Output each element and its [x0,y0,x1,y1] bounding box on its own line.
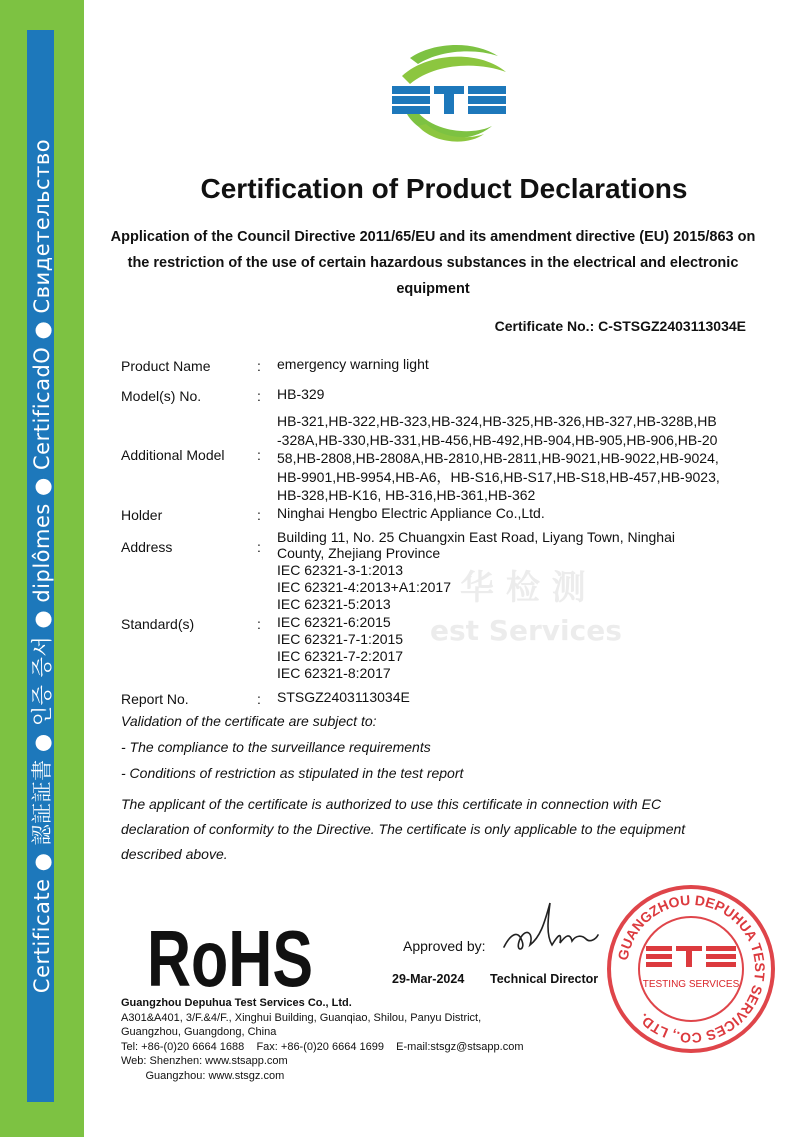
company-seal-stamp [606,884,776,1054]
approved-by-label: Approved by: [403,938,486,954]
signature-image [500,895,600,965]
company-web-2: Guangzhou: www.stsgz.com [121,1069,285,1082]
rohs-mark [145,918,315,992]
validation-line-1: Validation of the certificate are subject to: [121,713,377,729]
company-name: Guangzhou Depuhua Test Services Co., Ltd. [121,997,352,1009]
field-value: Ninghai Hengbo Electric Appliance Co.,Ltd. [277,505,545,521]
company-info [121,996,524,1083]
stamp-center-text: TESTING SERVICES [642,979,740,990]
field-separator: : [257,616,261,632]
field-label: Additional Model [121,447,225,463]
field-separator: : [257,447,261,463]
rohs-text: RoHS [147,918,313,992]
field-separator: : [257,539,261,555]
field-value: emergency warning light [277,356,429,372]
field-label: Model(s) No. [121,388,202,404]
field-value: Building 11, No. 25 Chuangxin East Road, Liyang Town, Ninghai County, Zhejiang Province [277,529,675,561]
field-value: HB-321,HB-322,HB-323,HB-324,HB-325,HB-326,HB-327,HB-328B,HB -328A,HB-330,HB-331,HB-456,HB-492,HB-904,HB-905,HB-906,HB-20 58,HB-2808,HB-2808A,HB-2810,HB-2811,HB-9021,HB-9022,HB-9024, HB-9901,HB-9954,HB-A6，HB-S16,HB-S17,HB-S18,HB-457,HB-9023, HB-328,HB-K16, HB-316,HB-361,HB-362 [277,413,720,503]
field-label: Standard(s) [121,616,195,632]
svg-text:GUANGZHOU DEPUHUA TEST SERVICE [615,892,769,1046]
company-address-2: Guangzhou, Guangdong, China [121,1026,277,1038]
authorization-line-1: The applicant of the certificate is authorized to use this certificate in connection with EC [121,796,662,812]
company-contact: Tel: +86-(0)20 6664 1688 Fax: +86-(0)20 6664 1699 E-mail:stsgz@stsapp.com [121,1040,524,1053]
sts-logo [388,40,510,150]
logo-text: STS [449,148,451,149]
authorization-line-3: described above. [121,846,228,862]
field-value: STSGZ2403113034E [277,689,410,705]
approval-date: 29-Mar-2024 [392,972,465,986]
approval-role: Technical Director [490,972,599,986]
field-label: Product Name [121,358,211,374]
field-separator: : [257,388,261,404]
company-web-1: Web: Shenzhen: www.stsapp.com [121,1055,288,1067]
field-label: Holder [121,507,163,523]
watermark-cn: 华 检 测 [460,568,586,608]
field-value: IEC 62321-3-1:2013 IEC 62321-4:2013+A1:2017 IEC 62321-5:2013 IEC 62321-6:2015 IEC 62321-7-1:2015 IEC 62321-7-2:2017 IEC 62321-8:2017 [277,562,451,682]
field-separator: : [257,358,261,374]
company-address-1: A301&A401, 3/F.&4/F., Xinghui Building, Guanqiao, Shilou, Panyu District, [121,1011,482,1024]
stamp-ring-text: GUANGZHOU DEPUHUA TEST SERVICES CO., LTD. [614,891,769,1047]
field-value: HB-329 [277,386,325,402]
field-label: Report No. [121,691,189,707]
authorization-line-2: declaration of conformity to the Directive. The certificate is only applicable to the equipment [121,821,686,837]
validation-line-3: - Conditions of restriction as stipulated in the test report [121,765,464,781]
field-separator: : [257,691,261,707]
sidebar-strip [27,30,54,1102]
field-label: Address [121,539,173,555]
sidebar-vertical-text: Certificate ● 認証証書 ● 인증 증서 ● diplômes ● CertificadO ● Свидетельство [29,138,54,994]
sidebar-decoration [0,0,84,1137]
field-separator: : [257,507,261,523]
page-title: Certification of Product Declarations [200,173,688,204]
watermark-en: est Services [430,614,622,647]
certificate-number: Certificate No.: C-STSGZ2403113034E [494,318,746,334]
validation-line-2: - The compliance to the surveillance requirements [121,739,431,755]
directive-subtitle: Application of the Council Directive 2011/65/EU and its amendment directive (EU) 2015/863 on the restriction of the use of certain hazardous substances in the electrical and electronic equipment [110,229,756,297]
